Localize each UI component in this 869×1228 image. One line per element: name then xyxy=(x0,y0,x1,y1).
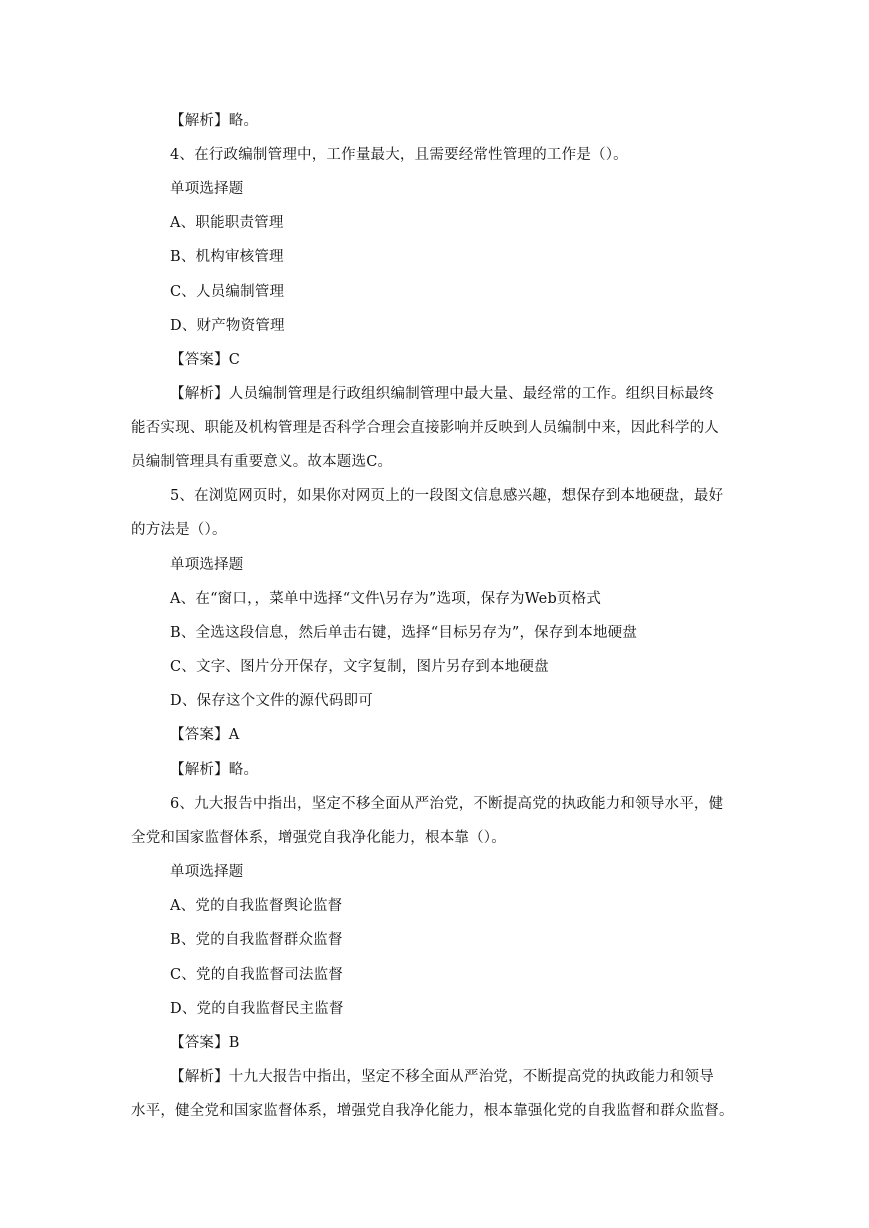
q6-type: 单项选择题 xyxy=(170,864,244,880)
q6-analysis-line-2: 水平，健全党和国家监督体系，增强党自我净化能力，根本靠强化党的自我监督和群众监督。 xyxy=(131,1103,734,1119)
q4-analysis-line-3: 员编制管理具有重要意义。故本题选C。 xyxy=(131,454,393,470)
q4-answer: 【答案】C xyxy=(170,352,241,368)
q4-option-c: C、人员编制管理 xyxy=(170,284,285,300)
q6-option-c: C、党的自我监督司法监督 xyxy=(170,967,343,983)
q5-type: 单项选择题 xyxy=(170,557,244,573)
q5-question-line-1: 5、在浏览网页时，如果你对网页上的一段图文信息感兴趣，想保存到本地硬盘，最好 xyxy=(170,488,724,504)
q4-option-a: A、职能职责管理 xyxy=(170,215,284,231)
q6-option-a: A、党的自我监督舆论监督 xyxy=(170,898,343,914)
q4-type: 单项选择题 xyxy=(170,181,244,197)
q5-option-d: D、保存这个文件的源代码即可 xyxy=(170,693,373,709)
q6-option-b: B、党的自我监督群众监督 xyxy=(170,932,343,948)
q6-question-line-2: 全党和国家监督体系，增强党自我净化能力，根本靠（）。 xyxy=(131,830,506,846)
q5-question-line-2: 的方法是（）。 xyxy=(131,522,227,538)
q4-option-b: B、机构审核管理 xyxy=(170,249,284,265)
q5-option-c: C、文字、图片分开保存，文字复制，图片另存到本地硬盘 xyxy=(170,659,549,675)
q5-option-a: A、在“窗口，，菜单中选择“文件\另存为”选项，保存为Web页格式 xyxy=(170,591,602,607)
q4-analysis-line-2: 能否实现、职能及机构管理是否科学合理会直接影响并反映到人员编制中来，因此科学的人 xyxy=(131,420,719,436)
q6-option-d: D、党的自我监督民主监督 xyxy=(170,1001,344,1017)
q6-question-line-1: 6、九大报告中指出，坚定不移全面从严治党，不断提高党的执政能力和领导水平，健 xyxy=(170,796,724,812)
q6-answer: 【答案】B xyxy=(170,1035,240,1051)
q5-answer: 【答案】A xyxy=(170,727,240,743)
q5-analysis: 【解析】略。 xyxy=(170,762,259,778)
q5-option-b: B、全选这段信息，然后单击右键，选择“目标另存为”，保存到本地硬盘 xyxy=(170,625,638,641)
q4-option-d: D、财产物资管理 xyxy=(170,318,285,334)
q4-question: 4、在行政编制管理中，工作量最大，且需要经常性管理的工作是（）。 xyxy=(170,147,628,163)
q4-analysis-line-1: 【解析】人员编制管理是行政组织编制管理中最大量、最经常的工作。组织目标最终 xyxy=(170,386,714,402)
q3-analysis: 【解析】略。 xyxy=(170,113,259,129)
q6-analysis-line-1: 【解析】十九大报告中指出，坚定不移全面从严治党，不断提高党的执政能力和领导 xyxy=(170,1069,714,1085)
